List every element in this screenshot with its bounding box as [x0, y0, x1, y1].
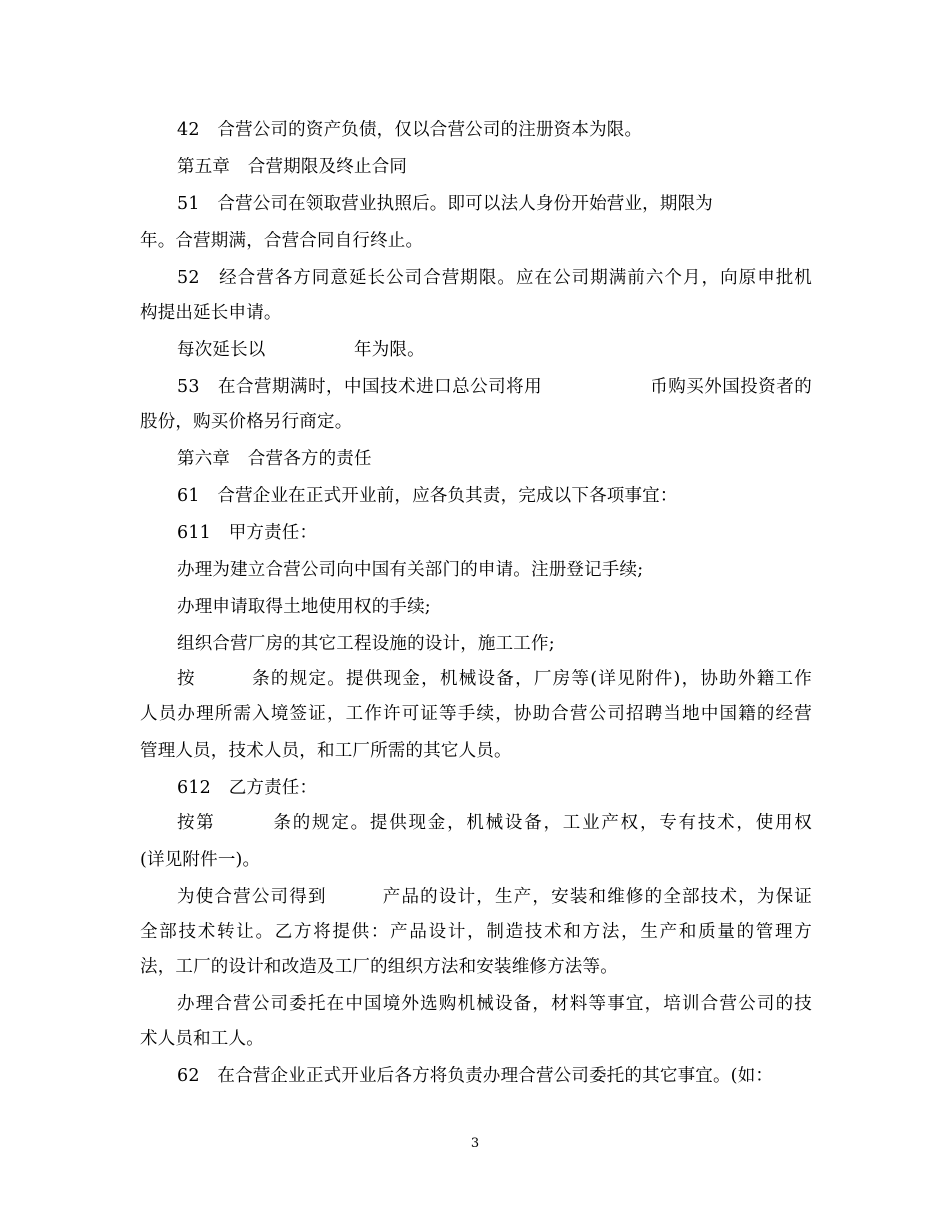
text-line: 按第 条的规定。提供现金，机械设备，工业产权，专有技术，使用权 — [177, 813, 812, 833]
text-line: 股份，购买价格另行商定。 — [140, 412, 353, 432]
text-line: 为使合营公司得到 产品的设计，生产，安装和维修的全部技术，为保证 — [177, 887, 812, 907]
text-line: 年。合营期满，合营合同自行终止。 — [140, 231, 424, 251]
text-line: 办理申请取得土地使用权的手续; — [177, 597, 431, 617]
text-line: 52 经合营各方同意延长公司合营期限。应在公司期满前六个月，向原申批机 — [177, 268, 812, 288]
text-line: (详见附件一)。 — [140, 850, 261, 870]
text-line: 每次延长以 年为限。 — [177, 340, 425, 360]
text-line: 构提出延长申请。 — [140, 303, 282, 323]
text-line: 51 合营公司在领取营业执照后。即可以法人身份开始营业，期限为 — [177, 194, 713, 214]
chapter-heading: 第五章 合营期限及终止合同 — [177, 157, 408, 177]
page-number: 3 — [470, 1136, 480, 1151]
text-line: 办理合营公司委托在中国境外选购机械设备，材料等事宜，培训合营公司的技 — [177, 994, 812, 1014]
text-line: 61 合营企业在正式开业前，应各负其责，完成以下各项事宜： — [177, 486, 678, 506]
text-line: 组织合营厂房的其它工程设施的设计，施工工作; — [177, 634, 555, 654]
text-line: 人员办理所需入境签证，工作许可证等手续，协助合营公司招聘当地中国籍的经营 — [140, 704, 812, 724]
text-line: 42 合营公司的资产负债，仅以合营公司的注册资本为限。 — [177, 120, 643, 140]
text-line: 按 条的规定。提供现金，机械设备，厂房等(详见附件)，协助外籍工作 — [177, 669, 812, 689]
text-line: 管理人员，技术人员，和工厂所需的其它人员。 — [140, 741, 512, 761]
chapter-heading: 第六章 合营各方的责任 — [177, 449, 372, 469]
text-line: 全部技术转让。乙方将提供：产品设计，制造技术和方法，生产和质量的管理方 — [140, 922, 812, 942]
text-line: 62 在合营企业正式开业后各方将负责办理合营公司委托的其它事宜。(如： — [177, 1066, 774, 1086]
text-line: 53 在合营期满时，中国技术进口总公司将用 币购买外国投资者的 — [177, 377, 812, 397]
text-line: 术人员和工人。 — [140, 1029, 264, 1049]
text-line: 法，工厂的设计和改造及工厂的组织方法和安装维修方法等。 — [140, 957, 618, 977]
text-line: 611 甲方责任： — [177, 523, 318, 543]
text-line: 612 乙方责任： — [177, 778, 318, 798]
text-line: 办理为建立合营公司向中国有关部门的申请。注册登记手续; — [177, 560, 644, 580]
